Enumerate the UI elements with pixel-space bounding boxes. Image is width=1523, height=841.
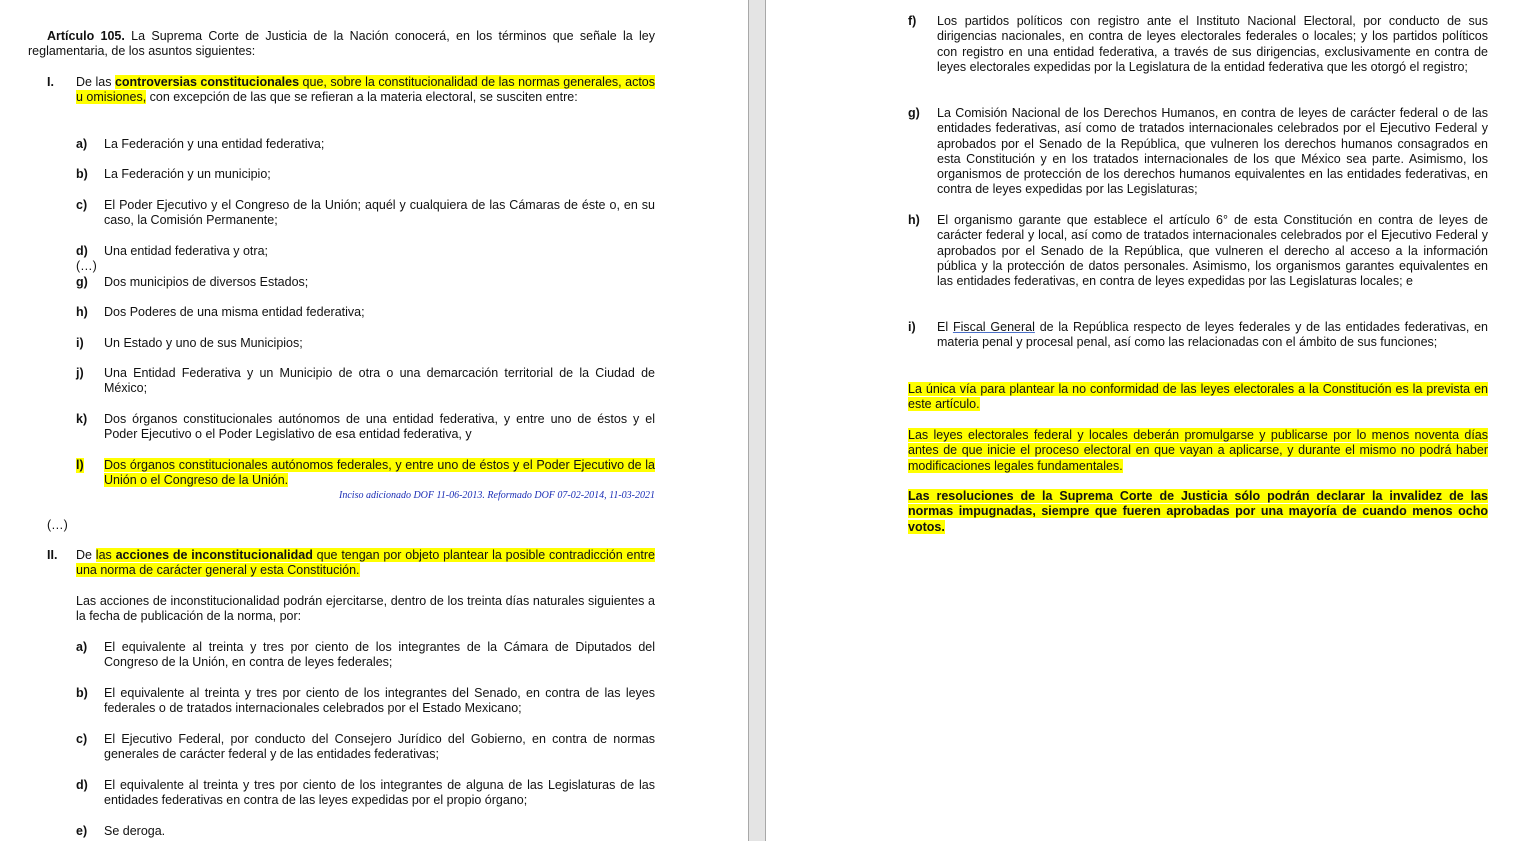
list-item: Dos municipios de diversos Estados; <box>104 275 309 289</box>
list-item: La Comisión Nacional de los Derechos Humanos, en contra de leyes de carácter federal o de las entidades federativas, así como de tratados internacionales celebrados por el Ejecutivo Federal y aprobados por el Senado de la República, que vulneren los derechos humanos consagrados en esta Constitución y en los tratados internacionales de los que México sea parte. Asimismo, los organismos de protección de los derechos humanos equivalentes en las entidades federativas, en contra de leyes expedidas por las Legislaturas; <box>937 106 1488 197</box>
list-item: Una entidad federativa y otra; <box>104 244 268 258</box>
paragraph <box>908 382 1488 413</box>
fraction-label: II. <box>47 548 58 562</box>
item-label: c) <box>76 732 88 746</box>
paragraph <box>908 489 1488 535</box>
list-item: El organismo garante que establece el artículo 6° de esta Constitución en contra de leyes de carácter federal y local, así como de tratados internacionales celebrados por el Ejecutivo Federal y aprobados por el Senado de la República, que vulneren el derecho al acceso a la información pública y la protección de datos personales. Asimismo, los organismos garantes equivalentes en las entidades federativas, en contra de leyes expedidas por las Legislaturas locales; e <box>937 213 1488 289</box>
item-label: h) <box>76 305 88 319</box>
highlight-text: Las leyes electorales federal y locales deberán promulgarse y publicarse por lo menos noventa días antes de que inicie el proceso electoral en que vayan a aplicarse, y durante el mismo no podrá haber modificaciones legales fundamentales. <box>908 428 1488 473</box>
highlight-text: que, sobre la constitucionalidad de las normas generales, actos u omisiones, <box>76 75 655 105</box>
paragraph: Las acciones de inconstitucionalidad podrán ejercitarse, dentro de los treinta días naturales siguientes a la fecha de publicación de la norma, por: <box>76 594 655 624</box>
item-label: d) <box>76 244 88 258</box>
fraction-label: I. <box>47 75 54 89</box>
list-item <box>104 458 655 489</box>
item-label: b) <box>76 686 88 700</box>
item-label: f) <box>908 14 917 28</box>
highlight-term: controversias constitucionales <box>114 75 300 89</box>
highlight-text: que tengan por objeto plantear la posible contradicción entre una norma de carácter general y esta Constitución. <box>76 548 656 578</box>
ellipsis: (…) <box>47 518 68 532</box>
item-label: j) <box>76 366 84 380</box>
list-item: Una Entidad Federativa y un Municipio de otra o una demarcación territorial de la Ciudad de México; <box>104 366 655 396</box>
item-label: h) <box>908 213 920 227</box>
page-separator <box>748 0 766 841</box>
underlined-term: Fiscal General <box>952 320 1035 334</box>
fraction-i-text: De las controversias constitucionales que, sobre la constitucionalidad de las normas generales, actos u omisiones, con excepción de las que se refieran a la materia electoral, se susciten entre: <box>76 75 655 105</box>
highlight-text: La única vía para plantear la no conformidad de las leyes electorales a la Constitución es la prevista en este artículo. <box>908 382 1488 412</box>
item-label: c) <box>76 198 88 212</box>
left-page <box>0 0 748 841</box>
highlight-term: acciones de inconstitucionalidad <box>115 548 313 562</box>
reform-note: Inciso adicionado DOF 11-06-2013. Reformado DOF 07-02-2014, 11-03-2021 <box>339 490 655 501</box>
paragraph <box>908 428 1488 474</box>
item-label: b) <box>76 167 88 181</box>
item-label: a) <box>76 137 88 151</box>
article-intro <box>28 29 655 60</box>
list-item: El Ejecutivo Federal, por conducto del Consejero Jurídico del Gobierno, en contra de normas generales de carácter federal y de las entidades federativas; <box>104 732 655 762</box>
list-item: Se deroga. <box>104 824 166 838</box>
list-item: Dos órganos constitucionales autónomos de una entidad federativa, y entre uno de éstos y el Poder Ejecutivo o el Poder Legislativo de esa entidad federativa, y <box>104 412 655 442</box>
article-number: Artículo 105. <box>47 29 125 43</box>
item-label: l) <box>76 458 84 472</box>
item-label: g) <box>908 106 920 120</box>
item-label: i) <box>908 320 916 334</box>
article-intro-text: La Suprema Corte de Justicia de la Nación conocerá, en los términos que señale la ley reglamentaria, de los asuntos siguientes: <box>28 29 655 59</box>
highlight-text: Las resoluciones de la Suprema Corte de Justicia sólo podrán declarar la invalidez de las normas impugnadas, siempre que fueren aprobadas por una mayoría de cuando menos ocho votos. <box>908 489 1488 534</box>
list-item: El Poder Ejecutivo y el Congreso de la Unión; aquél y cualquiera de las Cámaras de éste o, en su caso, la Comisión Permanente; <box>104 198 655 228</box>
list-item: El equivalente al treinta y tres por ciento de los integrantes de la Cámara de Diputados del Congreso de la Unión, en contra de leyes federales; <box>104 640 655 670</box>
list-item: El equivalente al treinta y tres por ciento de los integrantes del Senado, en contra de las leyes federales o de tratados internacionales celebrados por el Estado Mexicano; <box>104 686 655 716</box>
list-item: Un Estado y uno de sus Municipios; <box>104 336 303 350</box>
item-label: i) <box>76 336 84 350</box>
list-item: Los partidos políticos con registro ante el Instituto Nacional Electoral, por conducto de sus dirigencias nacionales, en contra de leyes electorales federales o locales; y los partidos políticos con registro en una entidad federativa, a través de sus dirigencias, exclusivamente en contra de leyes electorales expedidas por la Legislatura de la entidad federativa que les otorgó el registro; <box>937 14 1488 74</box>
item-label: k) <box>76 412 88 426</box>
fraction-ii-text: De las acciones de inconstitucionalidad que tengan por objeto plantear la posible contradicción entre una norma de carácter general y esta Constitución. <box>76 548 656 578</box>
item-label: e) <box>76 824 88 838</box>
item-label: a) <box>76 640 88 654</box>
list-item: La Federación y un municipio; <box>104 167 271 181</box>
right-page <box>766 0 1523 841</box>
list-item: La Federación y una entidad federativa; <box>104 137 325 151</box>
item-label: g) <box>76 275 88 289</box>
ellipsis: (…) <box>76 259 97 273</box>
list-item: El Fiscal General de la República respecto de leyes federales y de las entidades federativas, en materia penal y procesal penal, así como las relacionadas con el ámbito de sus funciones; <box>937 320 1489 350</box>
list-item: El equivalente al treinta y tres por ciento de los integrantes de alguna de las Legislaturas de las entidades federativas en contra de las leyes expedidas por el propio órgano; <box>104 778 655 808</box>
item-label: d) <box>76 778 88 792</box>
list-item: Dos Poderes de una misma entidad federativa; <box>104 305 365 319</box>
highlight-text: Dos órganos constitucionales autónomos federales, y entre uno de éstos y el Poder Ejecutivo de la Unión o el Congreso de la Unión. <box>104 458 655 488</box>
